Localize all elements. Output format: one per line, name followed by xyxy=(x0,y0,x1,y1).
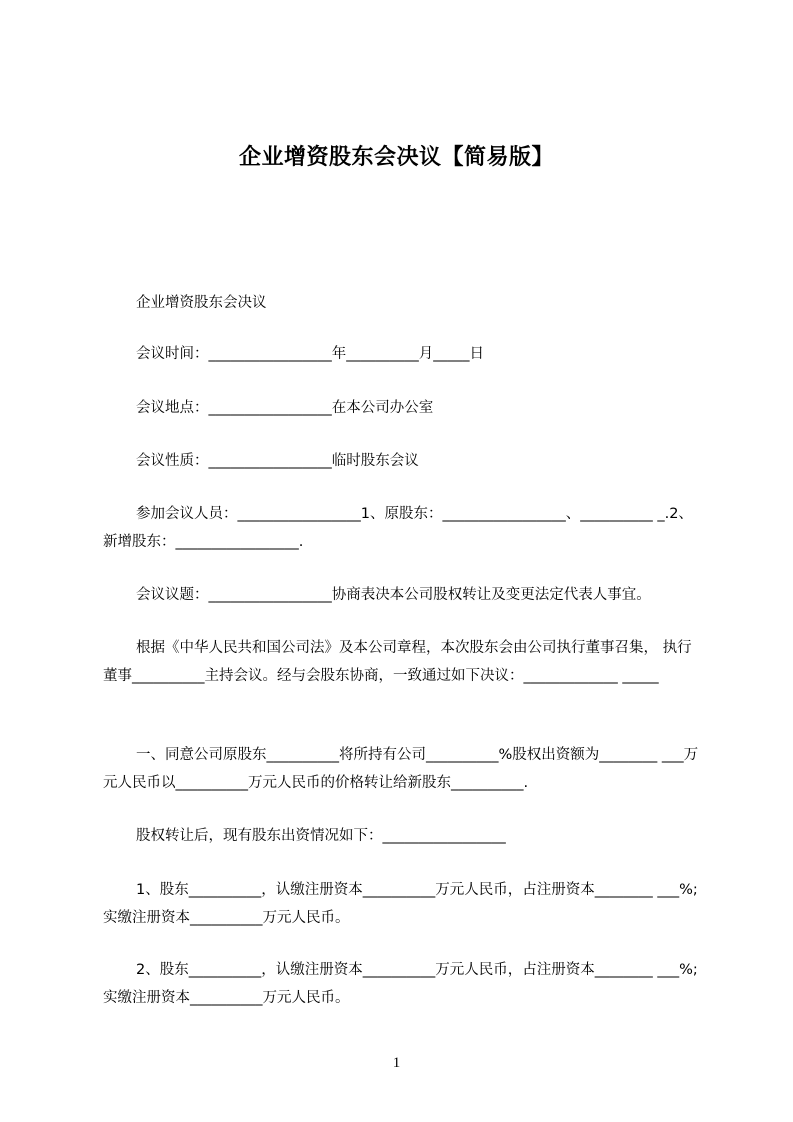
meeting-time: 会议时间：_________________年__________月_____日 xyxy=(136,346,484,362)
meeting-nature: 会议性质：_________________临时股东会议 xyxy=(136,453,419,469)
meeting-location: 会议地点：_________________在本公司办公室 xyxy=(136,400,434,416)
page-number: 1 xyxy=(392,1055,401,1071)
post-transfer-heading: 股权转让后，现有股东出资情况如下：_________________ xyxy=(136,828,506,844)
shareholder-2: 2、股东__________，认缴注册资本__________万元人民币，占注册资本________ ___%;实缴注册资本__________万元人民币。 xyxy=(103,962,698,1006)
meeting-topic: 会议议题：_________________协商表决本公司股权转让及变更法定代表人事宜。 xyxy=(136,587,651,603)
resolution-preamble: 根据《中华人民共和国公司法》及本公司章程，本次股东会由公司执行董事召集， 执行董事__________主持会议。经与会股东协商，一致通过如下决议：_____________ _____ xyxy=(103,640,692,684)
shareholder-1: 1、股东__________，认缴注册资本__________万元人民币，占注册资本________ ___%;实缴注册资本__________万元人民币。 xyxy=(103,882,698,926)
resolution-item-1: 一、同意公司原股东__________将所持有公司__________%股权出资额为________ ___万元人民币以__________万元人民币的价格转让给新股东__________. xyxy=(103,747,699,791)
meeting-attendees: 参加会议人员：_________________1、原股东：_________________、__________ _.2、新增股东：_________________. xyxy=(103,506,693,550)
meeting-heading: 企业增资股东会决议 xyxy=(136,295,267,311)
document-title: 企业增资股东会决议【简易版】 xyxy=(238,145,554,170)
